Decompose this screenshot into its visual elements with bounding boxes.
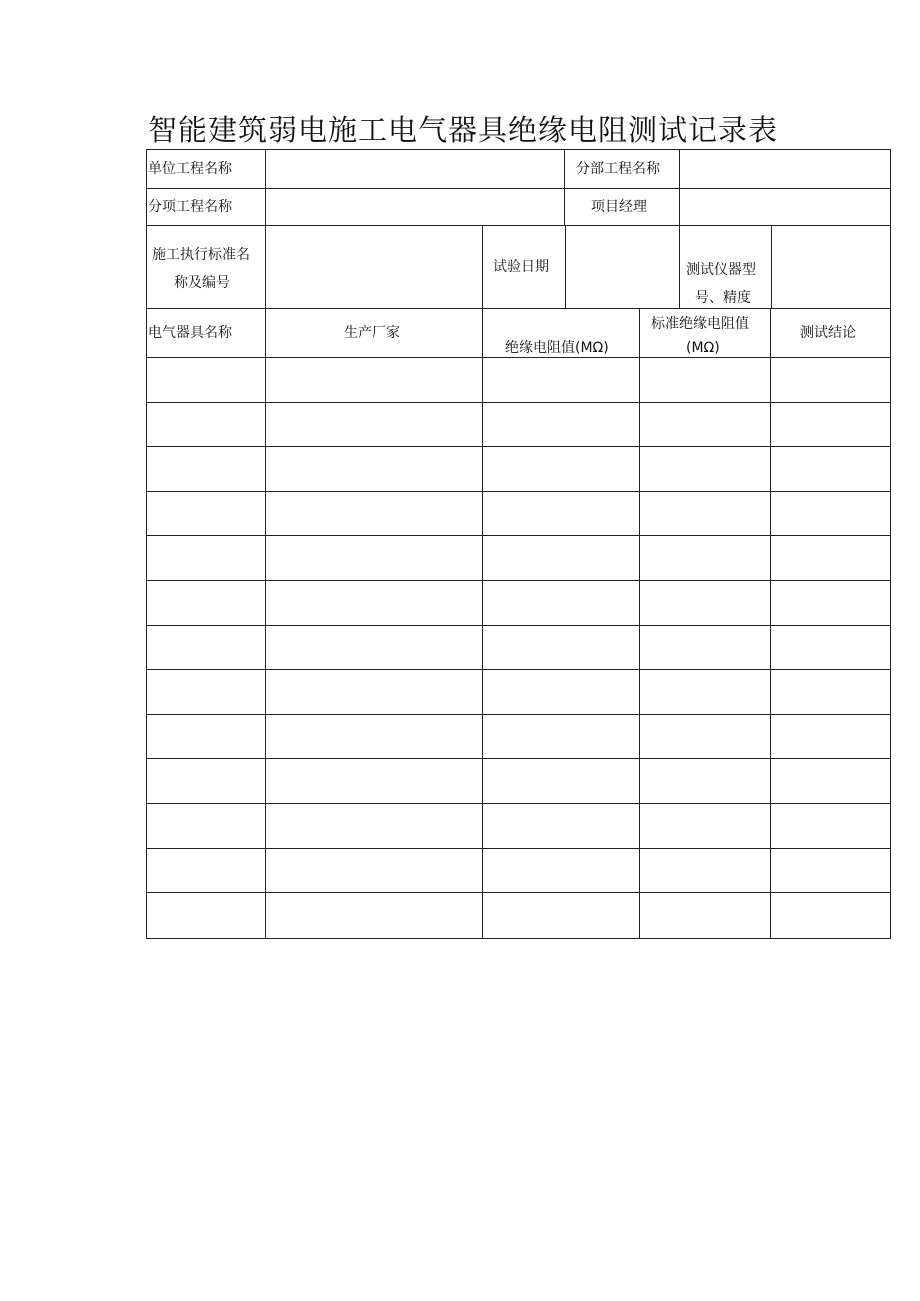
standard-label-line1: 施工执行标准名	[152, 247, 250, 263]
table-row[interactable]	[146, 849, 890, 892]
table-row[interactable]	[146, 447, 890, 491]
table-row[interactable]	[146, 403, 890, 446]
table-row[interactable]	[146, 715, 890, 758]
table-row[interactable]	[146, 492, 890, 535]
sub-project-label: 分部工程名称	[576, 161, 660, 177]
col-conclusion: 测试结论	[800, 325, 856, 341]
record-table	[146, 149, 891, 939]
test-date-value[interactable]	[566, 226, 679, 308]
col-standard-resistance-line1: 标准绝缘电阻值	[651, 316, 749, 332]
item-project-label: 分项工程名称	[148, 199, 232, 215]
table-row[interactable]	[146, 804, 890, 848]
standard-value[interactable]	[266, 226, 482, 308]
table-row[interactable]	[146, 536, 890, 580]
table-row[interactable]	[146, 670, 890, 714]
col-appliance-name: 电气器具名称	[148, 325, 232, 341]
instrument-label-line1: 测试仪器型	[686, 262, 756, 278]
project-manager-label: 项目经理	[591, 199, 647, 215]
table-row[interactable]	[146, 581, 890, 625]
table-row[interactable]	[146, 626, 890, 669]
unit-project-value[interactable]	[266, 150, 564, 188]
item-project-value[interactable]	[266, 189, 564, 225]
standard-label-line2: 称及编号	[174, 275, 230, 291]
project-manager-value[interactable]	[680, 189, 890, 225]
instrument-label-line2: 号、精度	[695, 290, 751, 306]
table-row[interactable]	[146, 759, 890, 803]
page-title: 智能建筑弱电施工电气器具绝缘电阻测试记录表	[148, 113, 779, 147]
col-standard-resistance-line2: (MΩ)	[686, 340, 720, 356]
sub-project-value[interactable]	[680, 150, 890, 188]
table-row[interactable]	[146, 893, 890, 938]
table-row[interactable]	[146, 358, 890, 402]
unit-project-label: 单位工程名称	[148, 161, 232, 177]
instrument-value[interactable]	[772, 226, 890, 308]
col-insulation-resistance: 绝缘电阻值(MΩ)	[505, 340, 609, 356]
test-date-label: 试验日期	[493, 259, 549, 275]
col-manufacturer: 生产厂家	[344, 325, 400, 341]
